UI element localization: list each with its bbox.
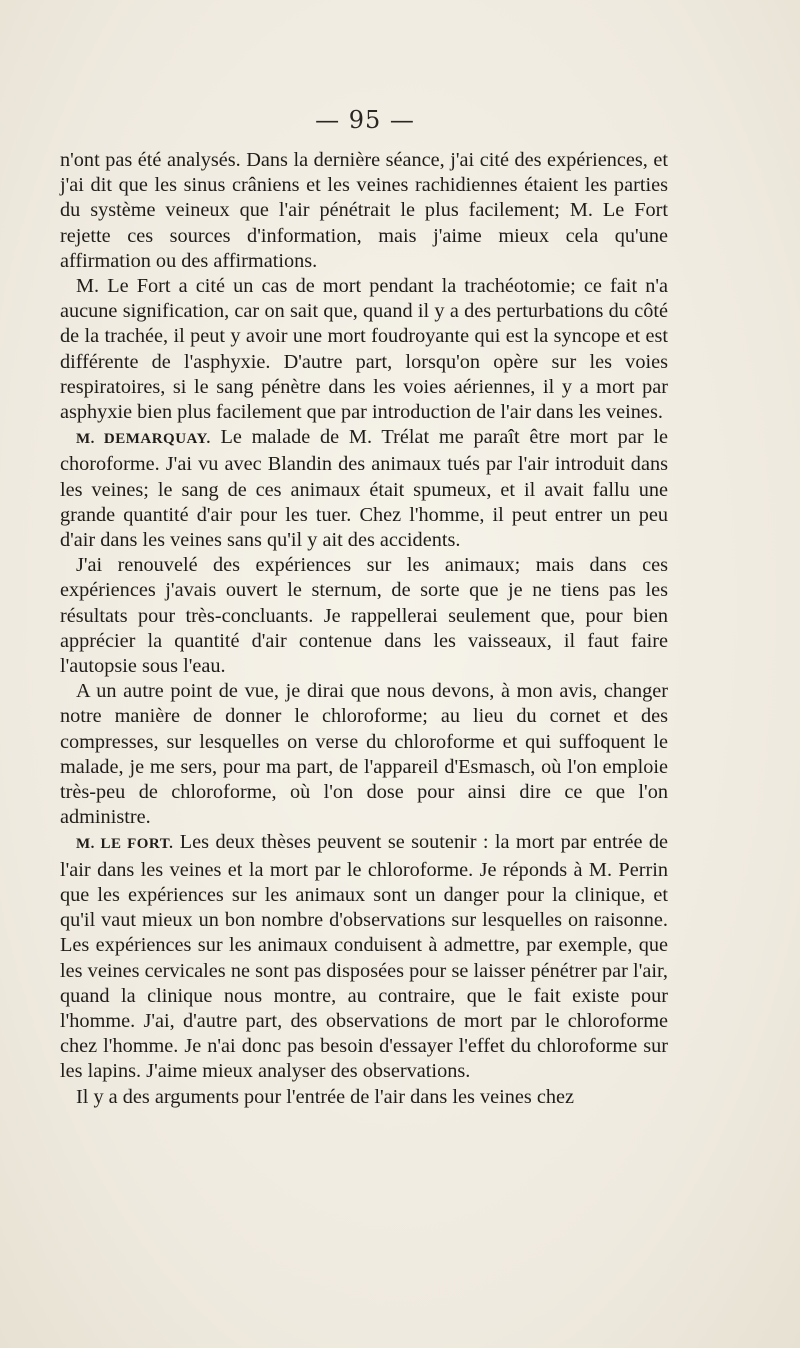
paragraph-2 — [60, 274, 668, 425]
speaker-demarquay: M. DEMARQUAY. — [76, 431, 211, 448]
paragraph-text: Il y a des arguments pour l'entrée de l'air dans les veines chez — [76, 1085, 575, 1108]
paragraph-6 — [60, 830, 668, 1084]
paragraph-5 — [60, 679, 668, 830]
page-number: — 95 — — [315, 106, 415, 134]
paragraph-text: A un autre point de vue, je dirai que nous devons, à mon avis, changer notre manière de donner le chloroforme; au lieu du cornet et des compresses, sur lesquelles on verse du chloroforme et qui suffoquent le malade, je me sers, pour ma part, de l'appareil d'Esmasch, où l'on emploie très-peu de chloroforme, où l'on dose pour ainsi dire ce que l'on administre. — [60, 680, 668, 829]
paragraph-1 — [60, 148, 668, 274]
speaker-le-fort: M. LE FORT. — [76, 836, 174, 853]
paragraph-3 — [60, 425, 668, 553]
body-text — [60, 148, 668, 1110]
paragraph-text: n'ont pas été analysés. Dans la dernière séance, j'ai cité des expériences, et j'ai dit que les sinus crâniens et les veines rachidiennes étaient les parties du système veineux que l'air pénétrait le plus facilement; M. Le Fort rejette ces sources d'information, mais j'aime mieux cela qu'une affirmation ou des affirmations. — [60, 149, 668, 272]
paragraph-text: Les deux thèses peuvent se soutenir : la mort par entrée de l'air dans les veines et la mort par le chloroforme. Je réponds à M. Perrin que les expériences sur les animaux sont un danger pour la clinique, et qu'il vaut mieux un bon nombre d'observations sur lesquelles on raisonne. Les expériences sur les animaux conduisent à admettre, par exemple, que les veines cervicales ne sont pas disposées pour se laisser pénétrer par l'air, quand la clinique nous montre, au contraire, que le fait existe pour l'homme. J'ai, d'autre part, des observations de mort par le chloroforme chez l'homme. Je n'ai donc pas besoin d'essayer l'effet du chloroforme sur les lapins. J'aime mieux analyser des observations. — [60, 831, 668, 1083]
paragraph-text: Le malade de M. Trélat me paraît être mort par le choroforme. J'ai vu avec Blandin des animaux tués par l'air introduit dans les veines; le sang de ces animaux était spumeux, et il avait fallu une grande quantité d'air pour les tuer. Chez l'homme, il peut entrer un peu d'air dans les veines sans qu'il y ait des accidents. — [60, 426, 668, 552]
paragraph-text: J'ai renouvelé des expériences sur les animaux; mais dans ces expériences j'avais ouvert le sternum, de sorte que je ne tiens pas les résultats pour très-concluants. Je rappellerai seulement que, pour bien apprécier la quantité d'air contenue dans les vaisseaux, il faut faire l'autopsie sous l'eau. — [60, 554, 668, 678]
paragraph-7 — [60, 1085, 668, 1110]
paragraph-text: M. Le Fort a cité un cas de mort pendant la trachéotomie; ce fait n'a aucune signification, car on sait que, quand il y a des perturbations du côté de la trachée, il peut y avoir une mort foudroyante qui est la syncope et est différente de l'asphyxie. D'autre part, lorsqu'on opère sur les voies respiratoires, si le sang pénètre dans les voies aériennes, il y a mort par asphyxie bien plus facilement que par introduction de l'air dans les veines. — [60, 275, 668, 424]
paragraph-4 — [60, 553, 668, 679]
